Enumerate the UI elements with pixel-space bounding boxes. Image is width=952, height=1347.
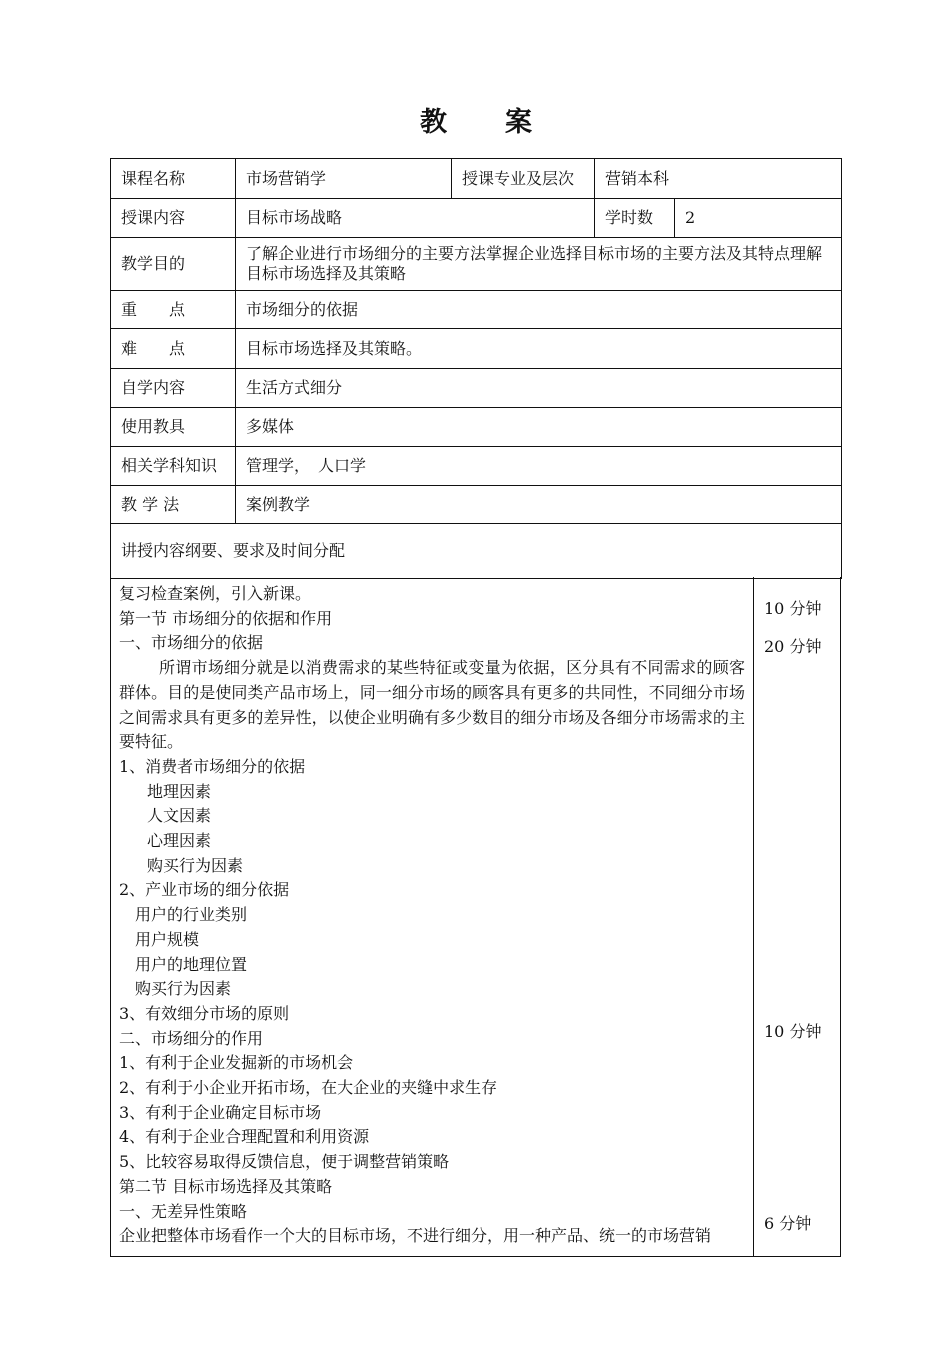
row-content (111, 199, 842, 238)
outline-line: 4、有利于企业合理配置和利用资源 (119, 1127, 370, 1147)
major-value: 营销本科 (595, 159, 842, 199)
outline-line: 1、有利于企业发掘新的市场机会 (119, 1053, 354, 1073)
key-label: 重 点 (111, 291, 236, 329)
list-item: 购买行为因素 (147, 855, 244, 875)
hours-label: 学时数 (595, 199, 675, 238)
method-label: 教 学 法 (111, 486, 236, 524)
outline-header: 讲授内容纲要、要求及时间分配 (111, 524, 842, 579)
subsection-heading: 一、无差异性策略 (119, 1201, 248, 1221)
outline-line: 企业把整体市场看作一个大的目标市场，不进行细分，用一种产品、统一的市场营销 (119, 1226, 712, 1246)
difficulty-label: 难 点 (111, 329, 236, 369)
self-study-value: 生活方式细分 (236, 369, 842, 408)
outline-line: 3、有效细分市场的原则 (119, 1003, 290, 1023)
course-label: 课程名称 (111, 159, 236, 199)
list-item: 购买行为因素 (135, 979, 232, 999)
subsection-heading: 一、市场细分的依据 (119, 633, 264, 653)
purpose-value: 了解企业进行市场细分的主要方法掌握企业选择目标市场的主要方法及其特点理解目标市场选择及其策略 (236, 238, 842, 291)
related-value: 管理学， 人口学 (236, 447, 842, 486)
list-item: 用户的地理位置 (135, 954, 248, 974)
lesson-info-table (110, 158, 842, 579)
subsection-heading: 二、市场细分的作用 (119, 1028, 264, 1048)
definition-paragraph: 所谓市场细分就是以消费需求的某些特征或变量为依据，区分具有不同需求的顾客群体。目的是使同类产品市场上，同一细分市场的顾客具有更多的共同性，不同细分市场之间需求具有更多的差异性，以使企业明确有多少数目的细分市场及各细分市场需求的主要特征。 (119, 658, 745, 752)
row-course (111, 159, 842, 199)
row-related (111, 447, 842, 486)
row-outline-header (111, 524, 842, 579)
related-label: 相关学科知识 (111, 447, 236, 486)
tools-label: 使用教具 (111, 408, 236, 447)
time-allocation: 20 分钟 (764, 637, 822, 656)
course-value: 市场营销学 (236, 159, 452, 199)
list-item: 地理因素 (147, 781, 212, 801)
method-value: 案例教学 (236, 486, 842, 524)
outline-line: 2、产业市场的细分依据 (119, 880, 290, 900)
row-key (111, 291, 842, 329)
row-tools (111, 408, 842, 447)
key-value: 市场细分的依据 (236, 291, 842, 329)
row-method (111, 486, 842, 524)
row-self-study (111, 369, 842, 408)
outline-line: 5、比较容易取得反馈信息，便于调整营销策略 (119, 1152, 450, 1172)
document-title (0, 100, 952, 139)
outline-line: 3、有利于企业确定目标市场 (119, 1102, 322, 1122)
content-value: 目标市场战略 (236, 199, 595, 238)
list-item: 用户规模 (135, 929, 200, 949)
outline-content (111, 577, 754, 1256)
teaching-outline (110, 577, 841, 1257)
row-purpose (111, 238, 842, 291)
section-heading: 第二节 目标市场选择及其策略 (119, 1176, 333, 1196)
outline-line: 2、有利于小企业开拓市场，在大企业的夹缝中求生存 (119, 1078, 498, 1098)
time-allocation: 6 分钟 (764, 1214, 812, 1233)
list-item: 用户的行业类别 (135, 905, 248, 925)
hours-value: 2 (675, 199, 842, 238)
content-label: 授课内容 (111, 199, 236, 238)
list-item: 人文因素 (147, 806, 212, 826)
time-allocation: 10 分钟 (764, 599, 822, 618)
self-study-label: 自学内容 (111, 369, 236, 408)
time-allocation: 10 分钟 (764, 1022, 822, 1041)
purpose-label: 教学目的 (111, 238, 236, 291)
major-label: 授课专业及层次 (452, 159, 595, 199)
section-heading: 第一节 市场细分的依据和作用 (119, 608, 333, 628)
outline-line: 1、消费者市场细分的依据 (119, 756, 306, 776)
title-char-1: 教 (420, 107, 447, 138)
difficulty-value: 目标市场选择及其策略。 (236, 329, 842, 369)
title-char-2: 案 (505, 107, 532, 138)
outline-line: 复习检查案例，引入新课。 (119, 584, 312, 603)
row-difficulty (111, 329, 842, 369)
list-item: 心理因素 (147, 831, 212, 851)
tools-value: 多媒体 (236, 408, 842, 447)
